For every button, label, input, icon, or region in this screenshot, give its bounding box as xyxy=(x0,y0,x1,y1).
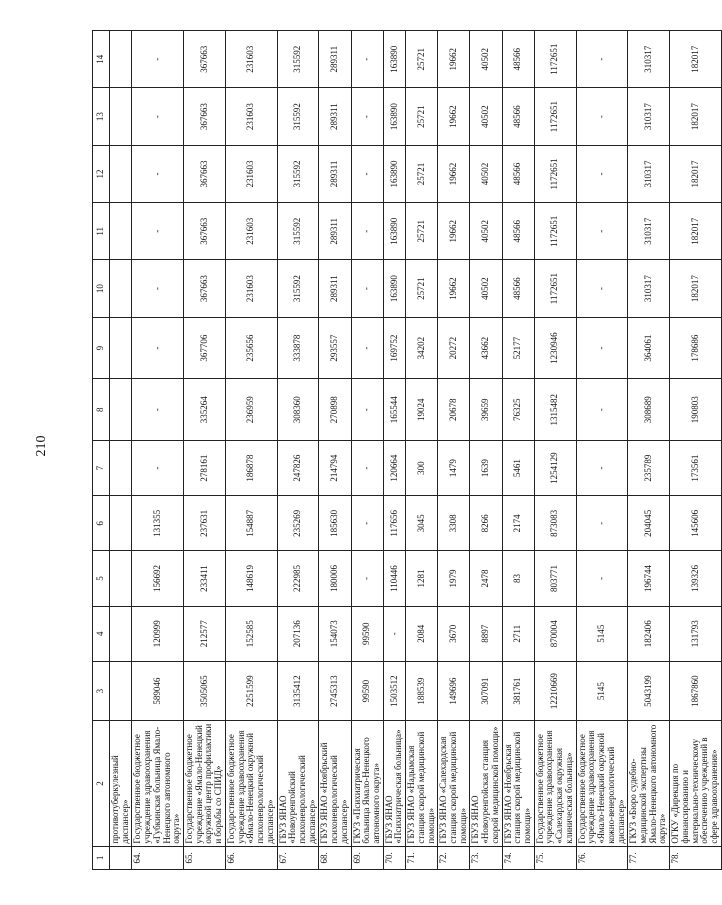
value-cell-col-6: 131355 xyxy=(132,496,184,551)
value-cell-col-13: 315592 xyxy=(277,88,319,145)
value-cell-col-4: 5145 xyxy=(576,606,628,661)
value-cell-col-7: 120664 xyxy=(383,440,405,495)
value-cell-col-8: 1315482 xyxy=(534,379,576,441)
value-cell-col-13: 367663 xyxy=(184,88,226,145)
institution-name: ГБУЗ ЯНАО «Новоуренгойская станция скорой медицинской помощи» xyxy=(470,721,502,846)
value-cell-col-13: 289311 xyxy=(319,88,351,145)
value-cell-col-9: 293557 xyxy=(319,317,351,379)
value-cell-col-7: 278161 xyxy=(184,440,226,495)
table-row xyxy=(319,31,351,870)
value-cell-col-8: 308689 xyxy=(628,379,670,441)
value-cell-col-4: 99590 xyxy=(351,606,383,661)
rotated-table-container xyxy=(92,30,719,870)
value-cell-col-3: 149696 xyxy=(438,661,470,720)
institution-name: ГБУЗ ЯНАО «Новоуренгойский психоневрологический диспансер» xyxy=(277,721,319,846)
row-number: 75. xyxy=(534,846,576,869)
row-number: 71. xyxy=(406,846,438,869)
value-cell-col-12: - xyxy=(576,145,628,202)
value-cell-col-14: 310317 xyxy=(628,31,670,88)
value-cell-col-14: 315592 xyxy=(277,31,319,88)
value-cell-col-11: 231603 xyxy=(225,203,277,260)
column-number-6: 6 xyxy=(93,496,110,551)
value-cell-col-13: - xyxy=(132,88,184,145)
value-cell-col-10: 19662 xyxy=(438,260,470,317)
empty-cell xyxy=(110,496,132,551)
value-cell-col-13: 231603 xyxy=(225,88,277,145)
value-cell-col-11: 367663 xyxy=(184,203,226,260)
value-cell-col-6: 185630 xyxy=(319,496,351,551)
empty-cell xyxy=(110,440,132,495)
row-number: 73. xyxy=(470,846,502,869)
value-cell-col-8: - xyxy=(576,379,628,441)
value-cell-col-10: 367663 xyxy=(184,260,226,317)
value-cell-col-4: 152585 xyxy=(225,606,277,661)
value-cell-col-11: 315592 xyxy=(277,203,319,260)
table-row xyxy=(351,31,383,870)
value-cell-col-7: 1254129 xyxy=(534,440,576,495)
value-cell-col-11: 48566 xyxy=(502,203,534,260)
value-cell-col-7: 5461 xyxy=(502,440,534,495)
table-row xyxy=(670,31,722,870)
value-cell-col-6: - xyxy=(351,496,383,551)
institution-name: Государственное бюджетное учреждение «Ямало-Ненецкий окружной центр профилактики и борьбы со СПИД» xyxy=(184,721,226,846)
value-cell-col-9: - xyxy=(351,317,383,379)
value-cell-col-11: 40502 xyxy=(470,203,502,260)
value-cell-col-6: - xyxy=(576,496,628,551)
value-cell-col-5: 156692 xyxy=(132,551,184,606)
table-body xyxy=(93,31,722,870)
value-cell-col-13: 48566 xyxy=(502,88,534,145)
value-cell-col-6: 8266 xyxy=(470,496,502,551)
value-cell-col-7: 1639 xyxy=(470,440,502,495)
value-cell-col-5: 110446 xyxy=(383,551,405,606)
empty-cell xyxy=(110,379,132,441)
value-cell-col-8: 20678 xyxy=(438,379,470,441)
empty-cell xyxy=(110,317,132,379)
value-cell-col-14: 367663 xyxy=(184,31,226,88)
value-cell-col-7: - xyxy=(351,440,383,495)
value-cell-col-8: - xyxy=(132,379,184,441)
value-cell-col-9: 52177 xyxy=(502,317,534,379)
value-cell-col-6: 204045 xyxy=(628,496,670,551)
value-cell-col-12: 1172651 xyxy=(534,145,576,202)
institution-name: ГКУЗ «Бюро судебно-медицинской экспертизы Ямало-Ненецкого автономного округа» xyxy=(628,721,670,846)
value-cell-col-12: 315592 xyxy=(277,145,319,202)
value-cell-col-3: 381761 xyxy=(502,661,534,720)
value-cell-col-8: 236959 xyxy=(225,379,277,441)
value-cell-col-8: 190803 xyxy=(670,379,722,441)
value-cell-col-7: - xyxy=(132,440,184,495)
table-row xyxy=(470,31,502,870)
row-number: 65. xyxy=(184,846,226,869)
value-cell-col-9: 367706 xyxy=(184,317,226,379)
row-number: 77. xyxy=(628,846,670,869)
value-cell-col-3: 3505065 xyxy=(184,661,226,720)
column-number-3: 3 xyxy=(93,661,110,720)
value-cell-col-8: 270898 xyxy=(319,379,351,441)
value-cell-col-14: 163890 xyxy=(383,31,405,88)
value-cell-col-14: 231603 xyxy=(225,31,277,88)
institution-name: ГБУЗ ЯНАО «Психиатрическая больница» xyxy=(383,721,405,846)
value-cell-col-13: 19662 xyxy=(438,88,470,145)
value-cell-col-10: - xyxy=(576,260,628,317)
value-cell-col-9: 20272 xyxy=(438,317,470,379)
value-cell-col-9: 34202 xyxy=(406,317,438,379)
table-row xyxy=(438,31,470,870)
institution-name: ГБУЗ ЯНАО «Салехардская станция скорой медицинской помощи» xyxy=(438,721,470,846)
table-row xyxy=(383,31,405,870)
empty-cell xyxy=(110,661,132,720)
value-cell-col-13: 310317 xyxy=(628,88,670,145)
row-number: 76. xyxy=(576,846,628,869)
value-cell-col-3: 2745313 xyxy=(319,661,351,720)
row-number: 70. xyxy=(383,846,405,869)
value-cell-col-14: 19662 xyxy=(438,31,470,88)
value-cell-col-9: 178686 xyxy=(670,317,722,379)
value-cell-col-5: - xyxy=(351,551,383,606)
institution-name: ГКУЗ «Психиатрическая больница Ямало-Ненецкого автономного округа» xyxy=(351,721,383,846)
value-cell-col-11: 310317 xyxy=(628,203,670,260)
column-number-8: 8 xyxy=(93,379,110,441)
value-cell-col-9: 43662 xyxy=(470,317,502,379)
value-cell-col-7: 300 xyxy=(406,440,438,495)
value-cell-col-7: 173561 xyxy=(670,440,722,495)
value-cell-col-14: - xyxy=(576,31,628,88)
value-cell-col-14: 1172651 xyxy=(534,31,576,88)
value-cell-col-3: 589046 xyxy=(132,661,184,720)
value-cell-col-7: 1479 xyxy=(438,440,470,495)
table-row xyxy=(628,31,670,870)
value-cell-col-8: 335264 xyxy=(184,379,226,441)
row-number: 66. xyxy=(225,846,277,869)
value-cell-col-4: 2711 xyxy=(502,606,534,661)
continuation-name: противотуберкулезный диспансер» xyxy=(110,721,132,846)
value-cell-col-11: 289311 xyxy=(319,203,351,260)
value-cell-col-5: 196744 xyxy=(628,551,670,606)
row-number: 74. xyxy=(502,846,534,869)
column-number-9: 9 xyxy=(93,317,110,379)
column-number-13: 13 xyxy=(93,88,110,145)
empty-cell xyxy=(110,846,132,869)
table-row xyxy=(184,31,226,870)
value-cell-col-10: 231603 xyxy=(225,260,277,317)
empty-cell xyxy=(110,145,132,202)
value-cell-col-4: 2084 xyxy=(406,606,438,661)
value-cell-col-8: 165544 xyxy=(383,379,405,441)
value-cell-col-12: 40502 xyxy=(470,145,502,202)
value-cell-col-7: - xyxy=(576,440,628,495)
value-cell-col-3: 188539 xyxy=(406,661,438,720)
institution-name: Государственное бюджетное учреждение здравоохранения «Губкинская больница Ямало-Ненецкого автономного округа» xyxy=(132,721,184,846)
value-cell-col-10: - xyxy=(351,260,383,317)
value-cell-col-14: 48566 xyxy=(502,31,534,88)
empty-cell xyxy=(110,606,132,661)
value-cell-col-10: 163890 xyxy=(383,260,405,317)
value-cell-col-8: 39659 xyxy=(470,379,502,441)
table-row xyxy=(406,31,438,870)
empty-cell xyxy=(110,203,132,260)
value-cell-col-4: 8897 xyxy=(470,606,502,661)
value-cell-col-3: 1867860 xyxy=(670,661,722,720)
value-cell-col-9: - xyxy=(576,317,628,379)
value-cell-col-10: 1172651 xyxy=(534,260,576,317)
value-cell-col-7: 247826 xyxy=(277,440,319,495)
value-cell-col-11: 1172651 xyxy=(534,203,576,260)
row-number: 72. xyxy=(438,846,470,869)
column-number-7: 7 xyxy=(93,440,110,495)
value-cell-col-11: - xyxy=(132,203,184,260)
value-cell-col-12: 367663 xyxy=(184,145,226,202)
value-cell-col-12: 182017 xyxy=(670,145,722,202)
value-cell-col-12: 289311 xyxy=(319,145,351,202)
value-cell-col-13: - xyxy=(351,88,383,145)
empty-cell xyxy=(110,31,132,88)
value-cell-col-3: 5043199 xyxy=(628,661,670,720)
value-cell-col-12: 19662 xyxy=(438,145,470,202)
value-cell-col-5: - xyxy=(576,551,628,606)
value-cell-col-12: 231603 xyxy=(225,145,277,202)
row-number: 64. xyxy=(132,846,184,869)
column-number-10: 10 xyxy=(93,260,110,317)
column-number-11: 11 xyxy=(93,203,110,260)
value-cell-col-3: 12210669 xyxy=(534,661,576,720)
table-row xyxy=(576,31,628,870)
value-cell-col-4: 870004 xyxy=(534,606,576,661)
value-cell-col-11: 25721 xyxy=(406,203,438,260)
value-cell-col-12: 25721 xyxy=(406,145,438,202)
value-cell-col-5: 139326 xyxy=(670,551,722,606)
institution-name: ГБУЗ ЯНАО «Надымская станция скорой медицинской помощи» xyxy=(406,721,438,846)
value-cell-col-11: 182017 xyxy=(670,203,722,260)
value-cell-col-10: 315592 xyxy=(277,260,319,317)
value-cell-col-11: 163890 xyxy=(383,203,405,260)
value-cell-col-13: - xyxy=(576,88,628,145)
value-cell-col-11: - xyxy=(576,203,628,260)
institution-name: Государственное бюджетное учреждение здравоохранения «Салехардская окружная клиническая больница» xyxy=(534,721,576,846)
column-number-4: 4 xyxy=(93,606,110,661)
value-cell-col-6: 235269 xyxy=(277,496,319,551)
value-cell-col-5: 1281 xyxy=(406,551,438,606)
value-cell-col-10: 289311 xyxy=(319,260,351,317)
value-cell-col-7: 235789 xyxy=(628,440,670,495)
value-cell-col-14: - xyxy=(132,31,184,88)
value-cell-col-12: 310317 xyxy=(628,145,670,202)
value-cell-col-3: 99590 xyxy=(351,661,383,720)
value-cell-col-4: 182406 xyxy=(628,606,670,661)
value-cell-col-5: 1979 xyxy=(438,551,470,606)
value-cell-col-3: 5145 xyxy=(576,661,628,720)
table-row xyxy=(132,31,184,870)
column-number-2: 2 xyxy=(93,721,110,846)
value-cell-col-3: 1503512 xyxy=(383,661,405,720)
value-cell-col-4: 212577 xyxy=(184,606,226,661)
value-cell-col-9: 169752 xyxy=(383,317,405,379)
institution-name: ГБУЗ ЯНАО «Ноябрьская станция скорой медицинской помощи» xyxy=(502,721,534,846)
budget-table xyxy=(92,30,722,870)
value-cell-col-13: 182017 xyxy=(670,88,722,145)
institution-name: ОГКУ «Дирекция по финансированию и материально-техническому обеспечению учреждений в сфере здравоохранения» xyxy=(670,721,722,846)
column-number-row xyxy=(93,31,110,870)
value-cell-col-9: 235656 xyxy=(225,317,277,379)
value-cell-col-6: 237631 xyxy=(184,496,226,551)
value-cell-col-4: 3670 xyxy=(438,606,470,661)
value-cell-col-4: - xyxy=(383,606,405,661)
value-cell-col-4: 131793 xyxy=(670,606,722,661)
empty-cell xyxy=(110,551,132,606)
value-cell-col-8: 19024 xyxy=(406,379,438,441)
value-cell-col-7: 214794 xyxy=(319,440,351,495)
value-cell-col-10: 182017 xyxy=(670,260,722,317)
row-number: 69. xyxy=(351,846,383,869)
value-cell-col-11: 19662 xyxy=(438,203,470,260)
institution-name: ГБУЗ ЯНАО «Ноябрьский психоневрологический диспансер» xyxy=(319,721,351,846)
row-number: 67. xyxy=(277,846,319,869)
column-number-14: 14 xyxy=(93,31,110,88)
empty-cell xyxy=(110,260,132,317)
value-cell-col-11: - xyxy=(351,203,383,260)
institution-name: Государственное бюджетное учреждение здравоохранения «Ямало-Ненецкий окружной кожно-венерологический диспансер» xyxy=(576,721,628,846)
value-cell-col-14: 40502 xyxy=(470,31,502,88)
value-cell-col-9: - xyxy=(132,317,184,379)
value-cell-col-3: 2251599 xyxy=(225,661,277,720)
value-cell-col-14: 25721 xyxy=(406,31,438,88)
value-cell-col-6: 145606 xyxy=(670,496,722,551)
value-cell-col-8: - xyxy=(351,379,383,441)
column-number-5: 5 xyxy=(93,551,110,606)
value-cell-col-4: 120999 xyxy=(132,606,184,661)
value-cell-col-5: 233411 xyxy=(184,551,226,606)
value-cell-col-9: 333878 xyxy=(277,317,319,379)
table-row xyxy=(225,31,277,870)
value-cell-col-14: 289311 xyxy=(319,31,351,88)
table-row xyxy=(534,31,576,870)
value-cell-col-6: 2174 xyxy=(502,496,534,551)
value-cell-col-10: 310317 xyxy=(628,260,670,317)
value-cell-col-4: 154073 xyxy=(319,606,351,661)
value-cell-col-9: 364061 xyxy=(628,317,670,379)
value-cell-col-5: 180006 xyxy=(319,551,351,606)
value-cell-col-5: 803771 xyxy=(534,551,576,606)
value-cell-col-6: 3045 xyxy=(406,496,438,551)
table-row xyxy=(502,31,534,870)
continuation-row xyxy=(110,31,132,870)
row-number: 68. xyxy=(319,846,351,869)
value-cell-col-13: 1172651 xyxy=(534,88,576,145)
value-cell-col-5: 83 xyxy=(502,551,534,606)
value-cell-col-5: 148619 xyxy=(225,551,277,606)
value-cell-col-13: 163890 xyxy=(383,88,405,145)
value-cell-col-10: 48566 xyxy=(502,260,534,317)
column-number-1: 1 xyxy=(93,846,110,869)
page-number-text: 210 xyxy=(34,435,49,457)
value-cell-col-6: 3308 xyxy=(438,496,470,551)
value-cell-col-10: - xyxy=(132,260,184,317)
value-cell-col-5: 222985 xyxy=(277,551,319,606)
value-cell-col-5: 2478 xyxy=(470,551,502,606)
value-cell-col-13: 25721 xyxy=(406,88,438,145)
value-cell-col-14: 182017 xyxy=(670,31,722,88)
column-number-12: 12 xyxy=(93,145,110,202)
value-cell-col-8: 308360 xyxy=(277,379,319,441)
value-cell-col-6: 873083 xyxy=(534,496,576,551)
value-cell-col-12: - xyxy=(351,145,383,202)
value-cell-col-8: 76325 xyxy=(502,379,534,441)
table-row xyxy=(277,31,319,870)
value-cell-col-12: 163890 xyxy=(383,145,405,202)
value-cell-col-10: 25721 xyxy=(406,260,438,317)
value-cell-col-6: 117656 xyxy=(383,496,405,551)
value-cell-col-3: 3135412 xyxy=(277,661,319,720)
value-cell-col-7: 186878 xyxy=(225,440,277,495)
value-cell-col-9: 1230946 xyxy=(534,317,576,379)
value-cell-col-13: 40502 xyxy=(470,88,502,145)
value-cell-col-4: 207136 xyxy=(277,606,319,661)
value-cell-col-12: 48566 xyxy=(502,145,534,202)
row-number: 78. xyxy=(670,846,722,869)
institution-name: Государственное бюджетное учреждение здравоохранения «Ямало-Ненецкий окружной психоневрологический диспансер» xyxy=(225,721,277,846)
value-cell-col-10: 40502 xyxy=(470,260,502,317)
value-cell-col-12: - xyxy=(132,145,184,202)
value-cell-col-14: - xyxy=(351,31,383,88)
empty-cell xyxy=(110,88,132,145)
value-cell-col-6: 154887 xyxy=(225,496,277,551)
value-cell-col-3: 307091 xyxy=(470,661,502,720)
